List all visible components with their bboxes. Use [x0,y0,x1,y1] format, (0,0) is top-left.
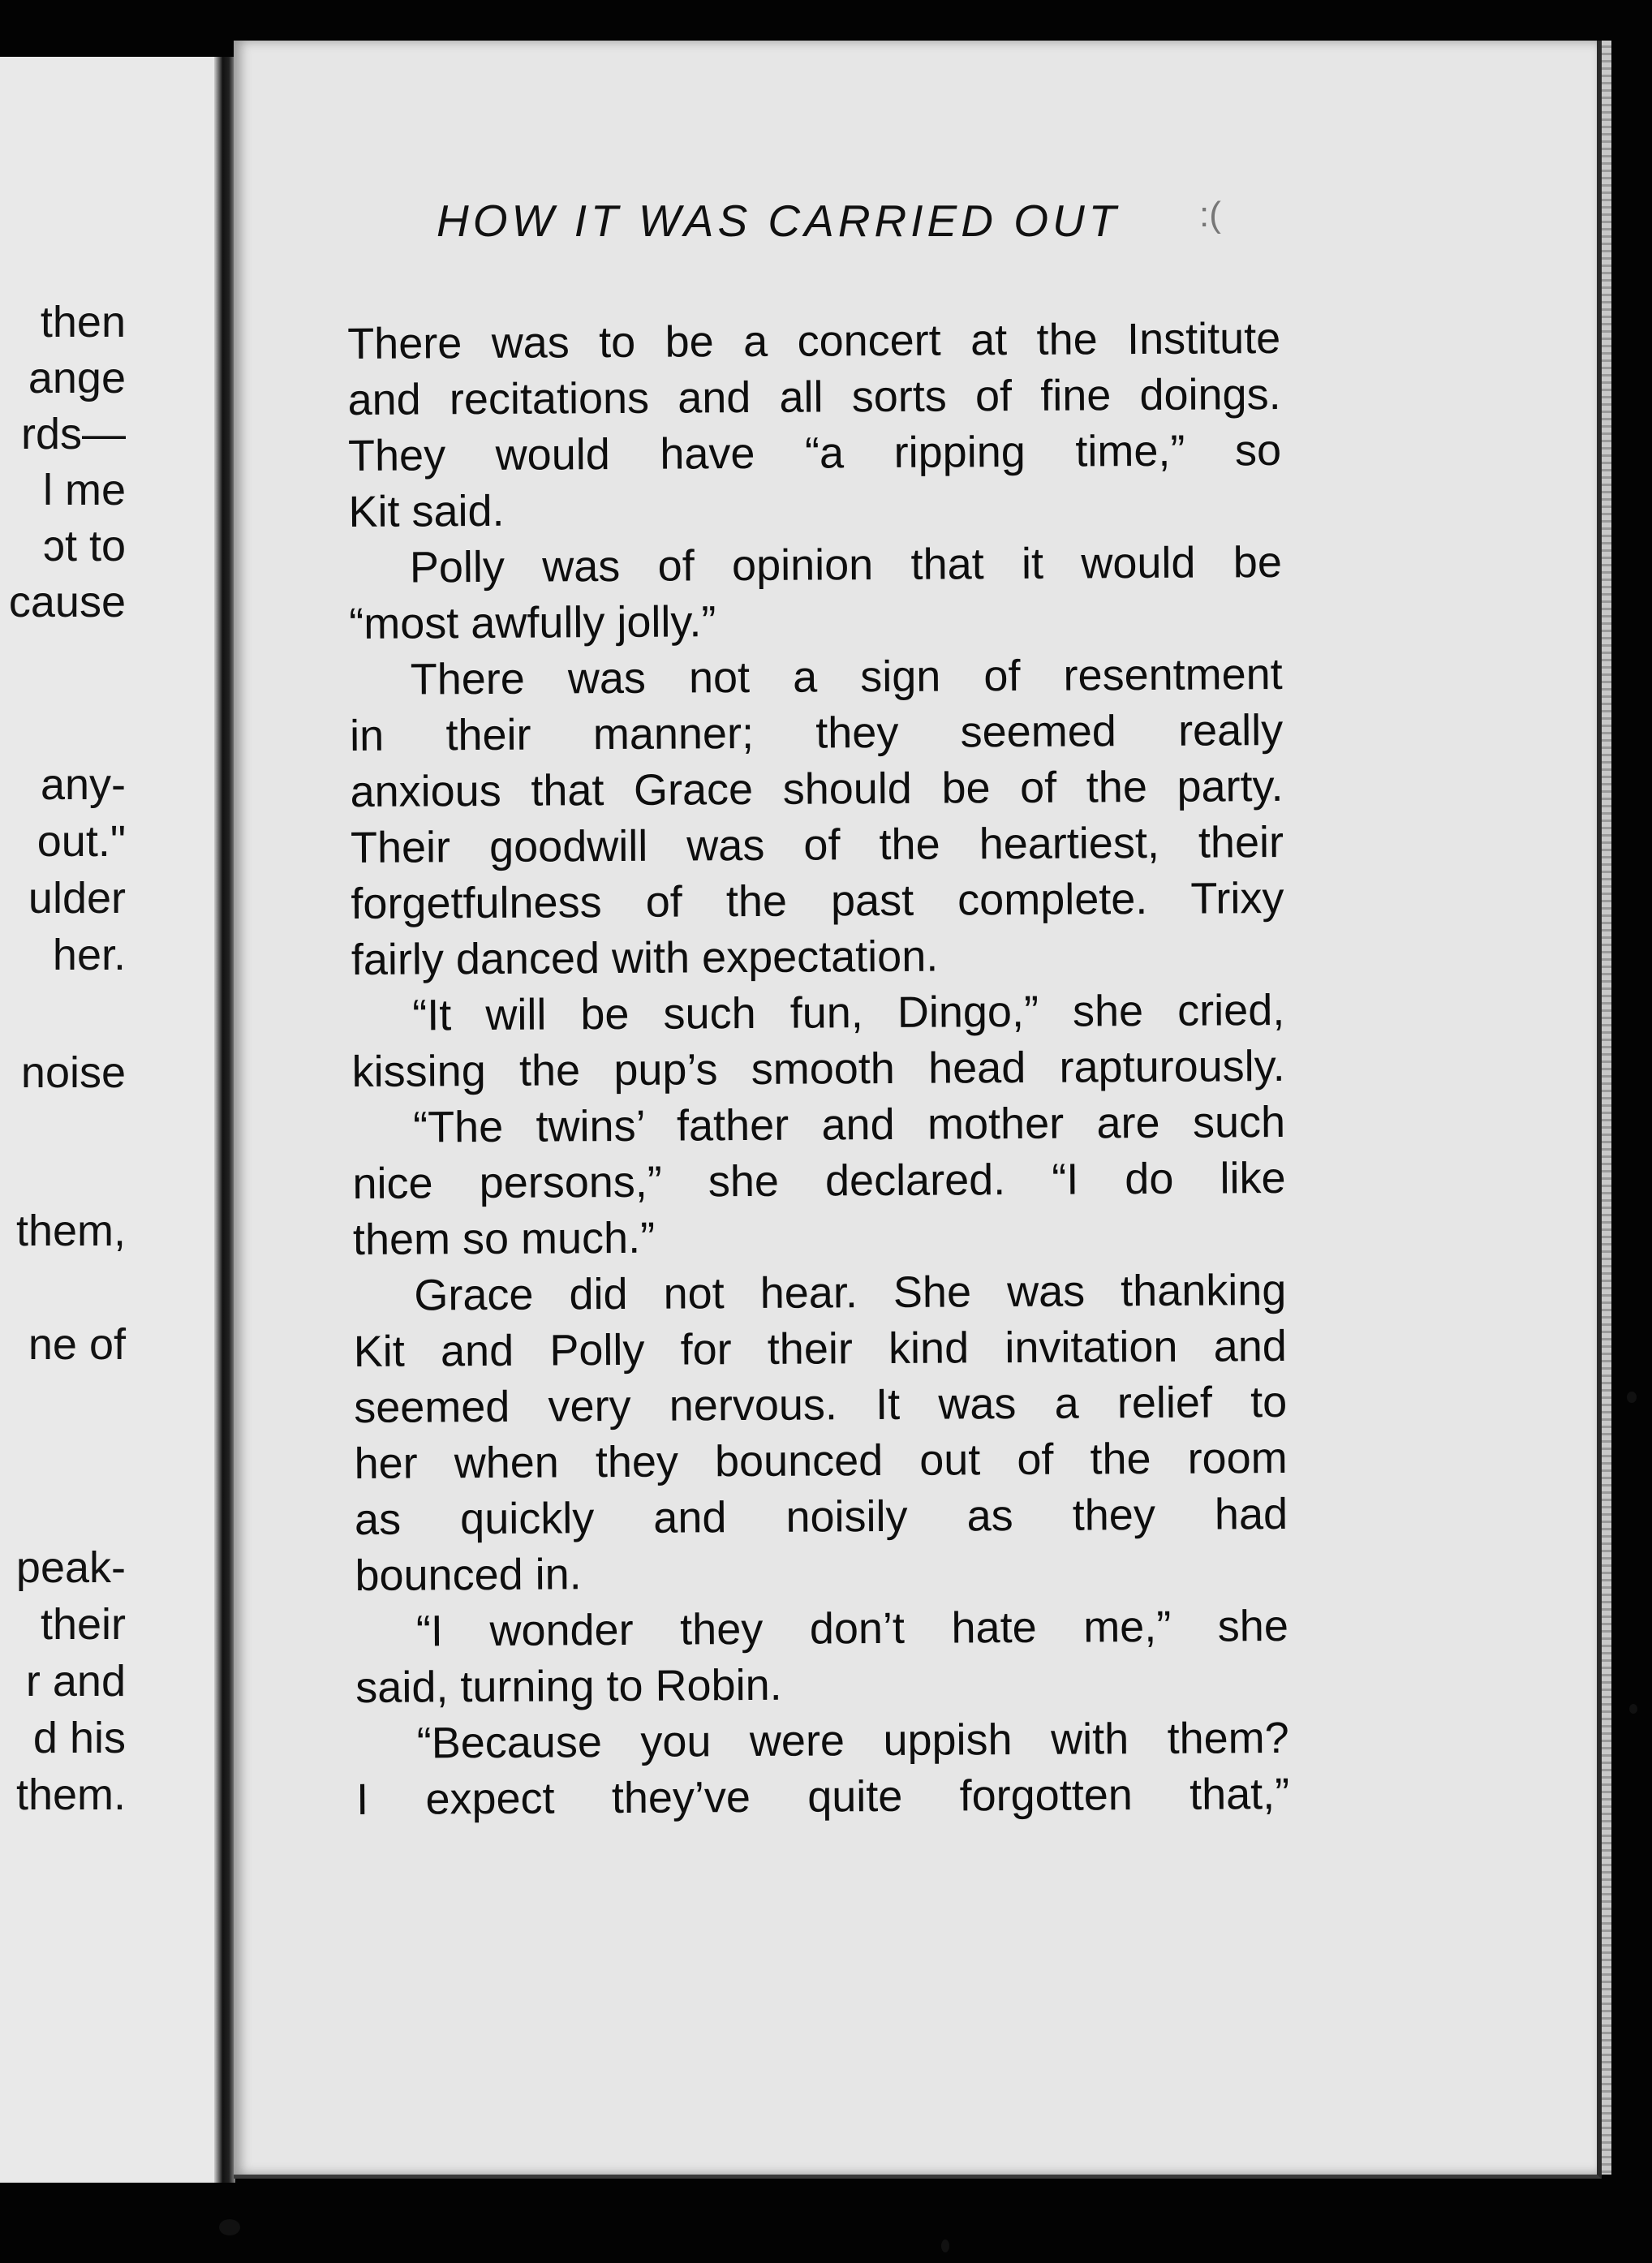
text-line: her when they bounced out of the room [354,1433,1288,1488]
scan-speck [1627,1392,1637,1403]
left-line: rds— [20,410,126,458]
text-line: in their manner; they seemed really [349,705,1284,760]
left-line: their [40,1600,126,1649]
text-line: “The twins’ father and mother are such [412,1097,1286,1152]
left-line: d his [32,1714,126,1762]
left-page-fragment [0,57,234,2183]
left-line: out." [37,817,126,866]
text-line: “I wonder they don’t hate me,” she [415,1601,1289,1656]
left-line: them. [15,1770,126,1819]
text-line: Polly was of opinion that it would be [409,537,1283,592]
left-line: l me [42,466,126,514]
text-line: said, turning to Robin. [355,1660,782,1712]
text-line: “Because you were uppish with them? [416,1713,1289,1768]
left-line: then [40,298,126,346]
scan-speck [219,2219,240,2235]
text-line: “most awfully jolly.” [349,597,716,648]
text-line: bounced in. [355,1550,582,1600]
text-line: Their goodwill was of the heartiest, their [350,817,1284,872]
text-line: seemed very nervous. It was a relief to [354,1377,1288,1432]
text-line: They would have “a ripping time,” so [347,425,1282,480]
text-line: Kit and Polly for their kind invitation and [353,1321,1287,1376]
left-line: ɔt to [42,522,126,570]
text-line: There was to be a concert at the Institute [347,313,1281,368]
text-line: as quickly and noisily as they had [354,1489,1288,1544]
text-line: kissing the pup’s smooth head rapturously. [351,1041,1285,1096]
left-line: cause [8,578,126,626]
left-line: any- [40,760,126,809]
left-line: ulder [28,874,126,923]
text-line: “It will be such fun, Dingo,” she cried, [412,985,1285,1040]
text-line: fairly danced with expectation. [351,931,939,984]
scan-speck [1629,1704,1637,1714]
left-line: ne of [28,1320,126,1369]
running-head: HOW IT WAS CARRIED OUT [437,196,1121,246]
text-line: Kit said. [348,486,505,536]
text-line: Grace did not hear. She was thanking [414,1265,1287,1320]
left-line: r and [25,1657,126,1706]
page-number: :( [1199,195,1221,234]
book-page [234,41,1602,2179]
left-line: her. [52,931,126,979]
text-line: and recitations and all sorts of fine doings. [347,369,1281,424]
text-line: anxious that Grace should be of the party. [350,761,1284,816]
text-line: I expect they’ve quite forgotten that,” [355,1769,1290,1824]
text-line: them so much.” [352,1213,656,1264]
left-line: ange [28,354,126,402]
scan-speck [941,2239,949,2252]
text-line: There was not a sign of resentment [410,649,1283,704]
left-line: peak- [15,1543,126,1592]
left-line: them, [15,1207,126,1255]
text-line: forgetfulness of the past complete. Trixy [351,873,1284,928]
text-line: nice persons,” she declared. “I do like [352,1153,1286,1208]
book-gutter-shadow [214,57,235,2183]
left-line: noise [20,1048,126,1097]
page-body [347,311,1289,1828]
